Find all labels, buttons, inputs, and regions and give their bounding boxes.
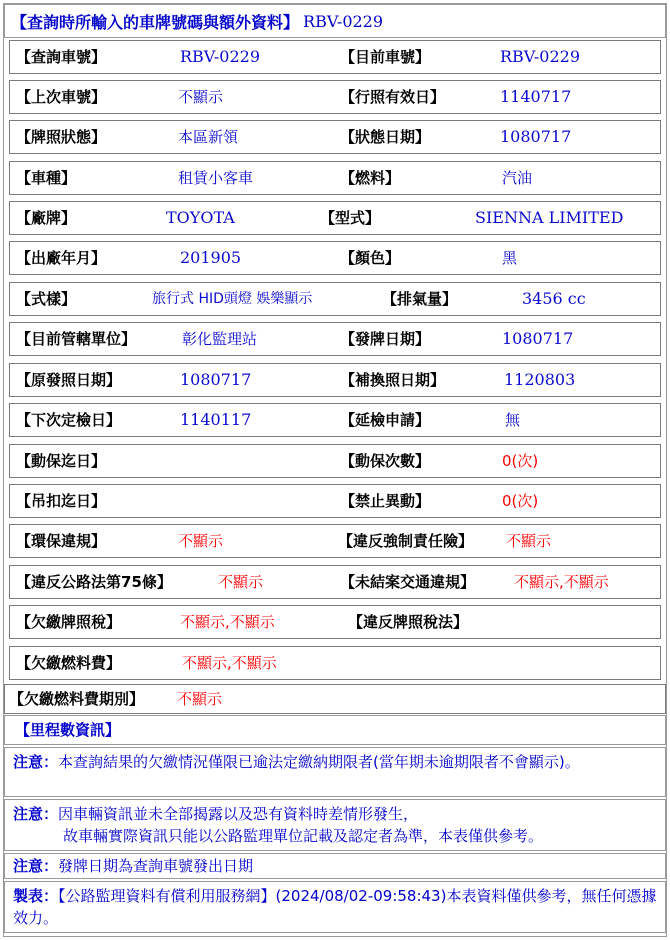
- info-row: [9, 565, 661, 599]
- notice-text-line2: 故車輛實際資訊只能以公路監理單位記載及認定者為準，本表僅供參考。: [63, 827, 544, 845]
- field-label: 【目前管轄單位】: [16, 330, 137, 348]
- field-value: 彰化監理站: [182, 330, 258, 348]
- field-label: 【補換照日期】: [340, 371, 446, 389]
- notice-text: 發牌日期為查詢車號發出日期: [58, 857, 254, 875]
- field-value: 無: [505, 411, 521, 429]
- info-row: [9, 403, 661, 437]
- notice-box: [4, 747, 666, 797]
- field-value: 不顯示,不顯示: [514, 573, 609, 591]
- field-label: 【環保違規】: [16, 532, 107, 550]
- info-row: [9, 524, 661, 558]
- notice-text: 因車輛資訊並未全部揭露以及恐有資料時差情形發生，: [58, 805, 419, 823]
- info-row: [9, 363, 661, 397]
- field-label: 【廠牌】: [16, 209, 77, 227]
- field-value: 0(次): [502, 492, 539, 510]
- field-label: 【禁止異動】: [340, 492, 431, 510]
- info-row: [9, 201, 661, 235]
- footer-label: 製表：: [13, 887, 59, 905]
- field-label: 【顏色】: [340, 249, 401, 267]
- field-value: 不顯示: [178, 532, 224, 550]
- field-value: TOYOTA: [166, 208, 235, 227]
- field-label: 【牌照狀態】: [16, 128, 107, 146]
- field-label: 【未結案交通違規】: [340, 573, 476, 591]
- field-value: 租賃小客車: [178, 169, 254, 187]
- field-label: 【欠繳燃料費】: [16, 654, 122, 672]
- field-value: 不顯示: [218, 573, 264, 591]
- field-value: 不顯示,不顯示: [182, 654, 277, 672]
- field-value: 201905: [180, 248, 242, 267]
- field-label: 【燃料】: [340, 169, 401, 187]
- notice-text: 本查詢結果的欠繳情況僅限已逾法定繳納期限者(當年期未逾期限者不會顯示)。: [58, 753, 580, 771]
- field-label: 【出廠年月】: [16, 249, 107, 267]
- field-value: RBV-0229: [500, 47, 581, 66]
- field-label: 【違反強制責任險】: [338, 532, 474, 550]
- notice-box: [4, 799, 666, 851]
- notice-label: 注意：: [13, 753, 59, 771]
- field-label: 【上次車號】: [16, 88, 107, 106]
- field-label: 【吊扣迄日】: [16, 492, 107, 510]
- field-label: 【目前車號】: [340, 48, 431, 66]
- field-label: 【違反公路法第75條】: [16, 573, 172, 591]
- info-row: [9, 322, 661, 356]
- info-row: [9, 646, 661, 680]
- info-row: [9, 484, 661, 518]
- field-label: 【式樣】: [16, 290, 77, 308]
- info-row: [9, 444, 661, 478]
- info-row: [9, 605, 661, 639]
- field-value: 1140117: [180, 410, 252, 429]
- field-label: 【查詢車號】: [16, 48, 107, 66]
- info-row: [9, 40, 661, 74]
- field-value: 1080717: [500, 127, 572, 146]
- footer-box: [4, 881, 666, 933]
- info-row: [9, 241, 661, 275]
- info-row: [9, 161, 661, 195]
- footer-text: 【公路監理資料有償利用服務網】(2024/08/02-09:58:43)本表資料僅供參考，無任何憑據效力。: [13, 887, 657, 927]
- field-value: 不顯示: [506, 532, 552, 550]
- notice-box: [4, 853, 666, 879]
- field-label: 【發牌日期】: [340, 330, 431, 348]
- field-value: 旅行式 HID頭燈 娛樂顯示: [152, 291, 313, 307]
- field-label: 【行照有效日】: [340, 88, 446, 106]
- notice-label: 注意：: [13, 805, 59, 823]
- field-label: 【原發照日期】: [16, 371, 122, 389]
- info-row: [9, 80, 661, 114]
- mileage-heading: 【里程數資訊】: [4, 715, 666, 745]
- field-value: 1080717: [502, 329, 574, 348]
- report-title: [4, 4, 666, 38]
- report-title-label: 【查詢時所輸入的車牌號碼與額外資料】: [11, 12, 300, 32]
- field-value: 不顯示,不顯示: [180, 613, 275, 631]
- field-label: 【動保迄日】: [16, 452, 107, 470]
- field-value: 不顯示: [177, 690, 223, 708]
- field-label: 【欠繳燃料費期別】: [9, 690, 145, 708]
- field-value: 黑: [502, 249, 518, 267]
- fuel-period-row: [4, 684, 666, 714]
- field-value: 3456 cc: [522, 289, 586, 308]
- field-label: 【延檢申請】: [340, 411, 431, 429]
- field-label: 【下次定檢日】: [16, 411, 122, 429]
- field-value: 1080717: [180, 370, 252, 389]
- field-value: 本區新領: [178, 128, 239, 146]
- field-label: 【動保次數】: [340, 452, 431, 470]
- notice-label: 注意：: [13, 857, 59, 875]
- field-value: 1140717: [500, 87, 572, 106]
- info-row: [9, 282, 661, 316]
- field-label: 【排氣量】: [382, 290, 458, 308]
- field-value: 不顯示: [178, 88, 224, 106]
- field-value: RBV-0229: [180, 47, 261, 66]
- field-label: 【狀態日期】: [340, 128, 431, 146]
- field-label: 【違反牌照稅法】: [348, 613, 469, 631]
- field-value: 汽油: [502, 169, 533, 187]
- field-value: SIENNA LIMITED: [475, 208, 624, 227]
- report-title-plate: RBV-0229: [303, 11, 384, 31]
- field-label: 【欠繳牌照稅】: [16, 613, 122, 631]
- field-label: 【型式】: [320, 209, 381, 227]
- field-label: 【車種】: [16, 169, 77, 187]
- field-value: 1120803: [504, 370, 576, 389]
- field-value: 0(次): [502, 452, 539, 470]
- info-row: [9, 120, 661, 154]
